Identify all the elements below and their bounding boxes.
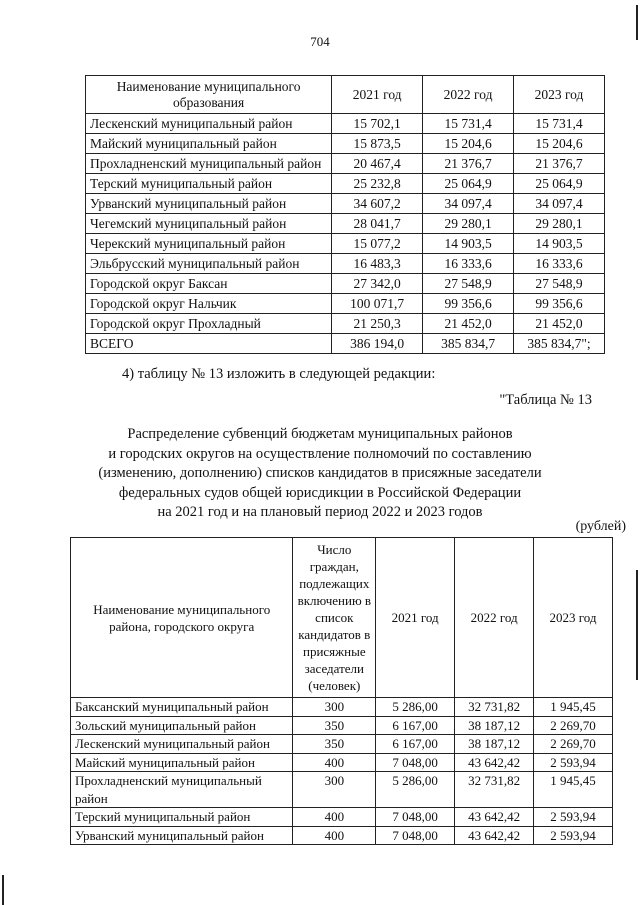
table-row bbox=[86, 334, 605, 354]
cell-value: 27 342,0 bbox=[332, 274, 423, 294]
cell-name: Прохладненский муниципальный район bbox=[86, 154, 332, 174]
header-2021: 2021 год bbox=[376, 538, 455, 698]
cell-name: Лескенский муниципальный район bbox=[86, 114, 332, 134]
cell-value: 99 356,6 bbox=[423, 294, 514, 314]
header-citizens: Число граждан, подлежащих включению в список кандидатов в присяжные заседатели (человек) bbox=[293, 538, 376, 698]
cell-value: 14 903,5 bbox=[514, 234, 605, 254]
title-line: Распределение субвенций бюджетам муниципальных районов bbox=[127, 426, 513, 442]
table-row bbox=[86, 294, 605, 314]
cell-name: Лескенский муниципальный район bbox=[71, 735, 293, 754]
cell-name: Терский муниципальный район bbox=[86, 174, 332, 194]
table-row bbox=[71, 698, 613, 717]
header-2021: 2021 год bbox=[332, 76, 423, 114]
cell-value: 38 187,12 bbox=[455, 735, 534, 754]
cell-name: Городской округ Баксан bbox=[86, 274, 332, 294]
cell-value: 15 077,2 bbox=[332, 234, 423, 254]
cell-value: 34 607,2 bbox=[332, 194, 423, 214]
table-row bbox=[71, 772, 613, 808]
title-line: на 2021 год и на плановый период 2022 и 2023 годов bbox=[157, 504, 483, 520]
header-name: Наименование муниципального района, городского округа bbox=[71, 538, 293, 698]
cell-value: 25 064,9 bbox=[514, 174, 605, 194]
cell-value: 386 194,0 bbox=[332, 334, 423, 354]
cell-value: 7 048,00 bbox=[376, 826, 455, 845]
cell-value: 2 269,70 bbox=[534, 716, 613, 735]
header-name: Наименование муниципального образования bbox=[86, 76, 332, 114]
cell-name: Городской округ Прохладный bbox=[86, 314, 332, 334]
cell-value: 29 280,1 bbox=[514, 214, 605, 234]
cell-value: 21 452,0 bbox=[514, 314, 605, 334]
cell-value: 15 873,5 bbox=[332, 134, 423, 154]
table-row bbox=[86, 194, 605, 214]
cell-value: 100 071,7 bbox=[332, 294, 423, 314]
cell-name: Зольский муниципальный район bbox=[71, 716, 293, 735]
cell-value: 1 945,45 bbox=[534, 772, 613, 808]
cell-value: 29 280,1 bbox=[423, 214, 514, 234]
cell-name: Прохладненский муниципальный район bbox=[71, 772, 293, 808]
cell-value: 43 642,42 bbox=[455, 808, 534, 827]
cell-value: 385 834,7 bbox=[423, 334, 514, 354]
cell-name: Терский муниципальный район bbox=[71, 808, 293, 827]
cell-value: 5 286,00 bbox=[376, 698, 455, 717]
cell-value: 32 731,82 bbox=[455, 698, 534, 717]
title-line: федеральных судов общей юрисдикции в Российской Федерации bbox=[118, 484, 522, 501]
cell-name: Эльбрусский муниципальный район bbox=[86, 254, 332, 274]
cell-value: 27 548,9 bbox=[514, 274, 605, 294]
cell-value: 5 286,00 bbox=[376, 772, 455, 808]
table-row bbox=[86, 254, 605, 274]
table-row bbox=[86, 174, 605, 194]
cell-value: 350 bbox=[293, 716, 376, 735]
cell-name: Урванский муниципальный район bbox=[86, 194, 332, 214]
cell-value: 43 642,42 bbox=[455, 753, 534, 772]
table-header-row bbox=[86, 76, 605, 114]
table-row bbox=[86, 154, 605, 174]
cell-value: 21 250,3 bbox=[332, 314, 423, 334]
table-title bbox=[90, 425, 550, 523]
cell-value: 25 064,9 bbox=[423, 174, 514, 194]
table-row bbox=[86, 234, 605, 254]
title-line: и городских округов на осуществление полномочий по составлению bbox=[108, 445, 532, 462]
header-2022: 2022 год bbox=[423, 76, 514, 114]
cell-value: 20 467,4 bbox=[332, 154, 423, 174]
cell-name: Городской округ Нальчик bbox=[86, 294, 332, 314]
table-row bbox=[86, 214, 605, 234]
cell-value: 350 bbox=[293, 735, 376, 754]
cell-name: Майский муниципальный район bbox=[86, 134, 332, 154]
cell-value: 7 048,00 bbox=[376, 753, 455, 772]
cell-value: 15 204,6 bbox=[514, 134, 605, 154]
cell-value: 385 834,7"; bbox=[514, 334, 605, 354]
cell-value: 16 333,6 bbox=[514, 254, 605, 274]
cell-value: 43 642,42 bbox=[455, 826, 534, 845]
cell-value: 15 702,1 bbox=[332, 114, 423, 134]
page-number: 704 bbox=[310, 34, 330, 49]
cell-value: 300 bbox=[293, 698, 376, 717]
cell-value: 15 731,4 bbox=[514, 114, 605, 134]
cell-name: Черекский муниципальный район bbox=[86, 234, 332, 254]
cell-value: 7 048,00 bbox=[376, 808, 455, 827]
cell-value: 1 945,45 bbox=[534, 698, 613, 717]
header-2023: 2023 год bbox=[534, 538, 613, 698]
cell-name: Майский муниципальный район bbox=[71, 753, 293, 772]
table-row bbox=[86, 314, 605, 334]
table-row bbox=[71, 735, 613, 754]
header-2023: 2023 год bbox=[514, 76, 605, 114]
cell-value: 21 376,7 bbox=[423, 154, 514, 174]
cell-value: 99 356,6 bbox=[514, 294, 605, 314]
table-previous-allocation bbox=[85, 75, 605, 354]
cell-value: 400 bbox=[293, 826, 376, 845]
scan-edge-line bbox=[636, 570, 638, 680]
units-label: (рублей) bbox=[575, 519, 626, 534]
cell-value: 300 bbox=[293, 772, 376, 808]
cell-value: 32 731,82 bbox=[455, 772, 534, 808]
cell-value: 14 903,5 bbox=[423, 234, 514, 254]
cell-value: 400 bbox=[293, 753, 376, 772]
cell-value: 25 232,8 bbox=[332, 174, 423, 194]
cell-value: 6 167,00 bbox=[376, 735, 455, 754]
table-header-row bbox=[71, 538, 613, 698]
cell-value: 2 593,94 bbox=[534, 808, 613, 827]
table-13-subventions bbox=[70, 537, 613, 845]
title-line: (изменению, дополнению) списков кандидатов в присяжные заседатели bbox=[98, 465, 542, 481]
amendment-paragraph: 4) таблицу № 13 изложить в следующей редакции: bbox=[122, 366, 436, 382]
table-row bbox=[86, 114, 605, 134]
table-reference: "Таблица № 13 bbox=[499, 392, 592, 408]
cell-value: 400 bbox=[293, 808, 376, 827]
cell-name: ВСЕГО bbox=[86, 334, 332, 354]
table-row bbox=[71, 753, 613, 772]
cell-value: 34 097,4 bbox=[514, 194, 605, 214]
table-row bbox=[86, 134, 605, 154]
table-row bbox=[71, 716, 613, 735]
cell-name: Баксанский муниципальный район bbox=[71, 698, 293, 717]
cell-name: Урванский муниципальный район bbox=[71, 826, 293, 845]
cell-value: 16 483,3 bbox=[332, 254, 423, 274]
scan-edge-line bbox=[2, 875, 4, 905]
cell-value: 27 548,9 bbox=[423, 274, 514, 294]
cell-name: Чегемский муниципальный район bbox=[86, 214, 332, 234]
cell-value: 21 376,7 bbox=[514, 154, 605, 174]
cell-value: 15 731,4 bbox=[423, 114, 514, 134]
cell-value: 2 593,94 bbox=[534, 753, 613, 772]
cell-value: 16 333,6 bbox=[423, 254, 514, 274]
header-2022: 2022 год bbox=[455, 538, 534, 698]
cell-value: 2 269,70 bbox=[534, 735, 613, 754]
cell-value: 34 097,4 bbox=[423, 194, 514, 214]
cell-value: 15 204,6 bbox=[423, 134, 514, 154]
table-row bbox=[71, 826, 613, 845]
table-row bbox=[71, 808, 613, 827]
cell-value: 38 187,12 bbox=[455, 716, 534, 735]
table-row bbox=[86, 274, 605, 294]
cell-value: 28 041,7 bbox=[332, 214, 423, 234]
cell-value: 21 452,0 bbox=[423, 314, 514, 334]
scan-edge-line bbox=[636, 5, 638, 40]
cell-value: 2 593,94 bbox=[534, 826, 613, 845]
cell-value: 6 167,00 bbox=[376, 716, 455, 735]
